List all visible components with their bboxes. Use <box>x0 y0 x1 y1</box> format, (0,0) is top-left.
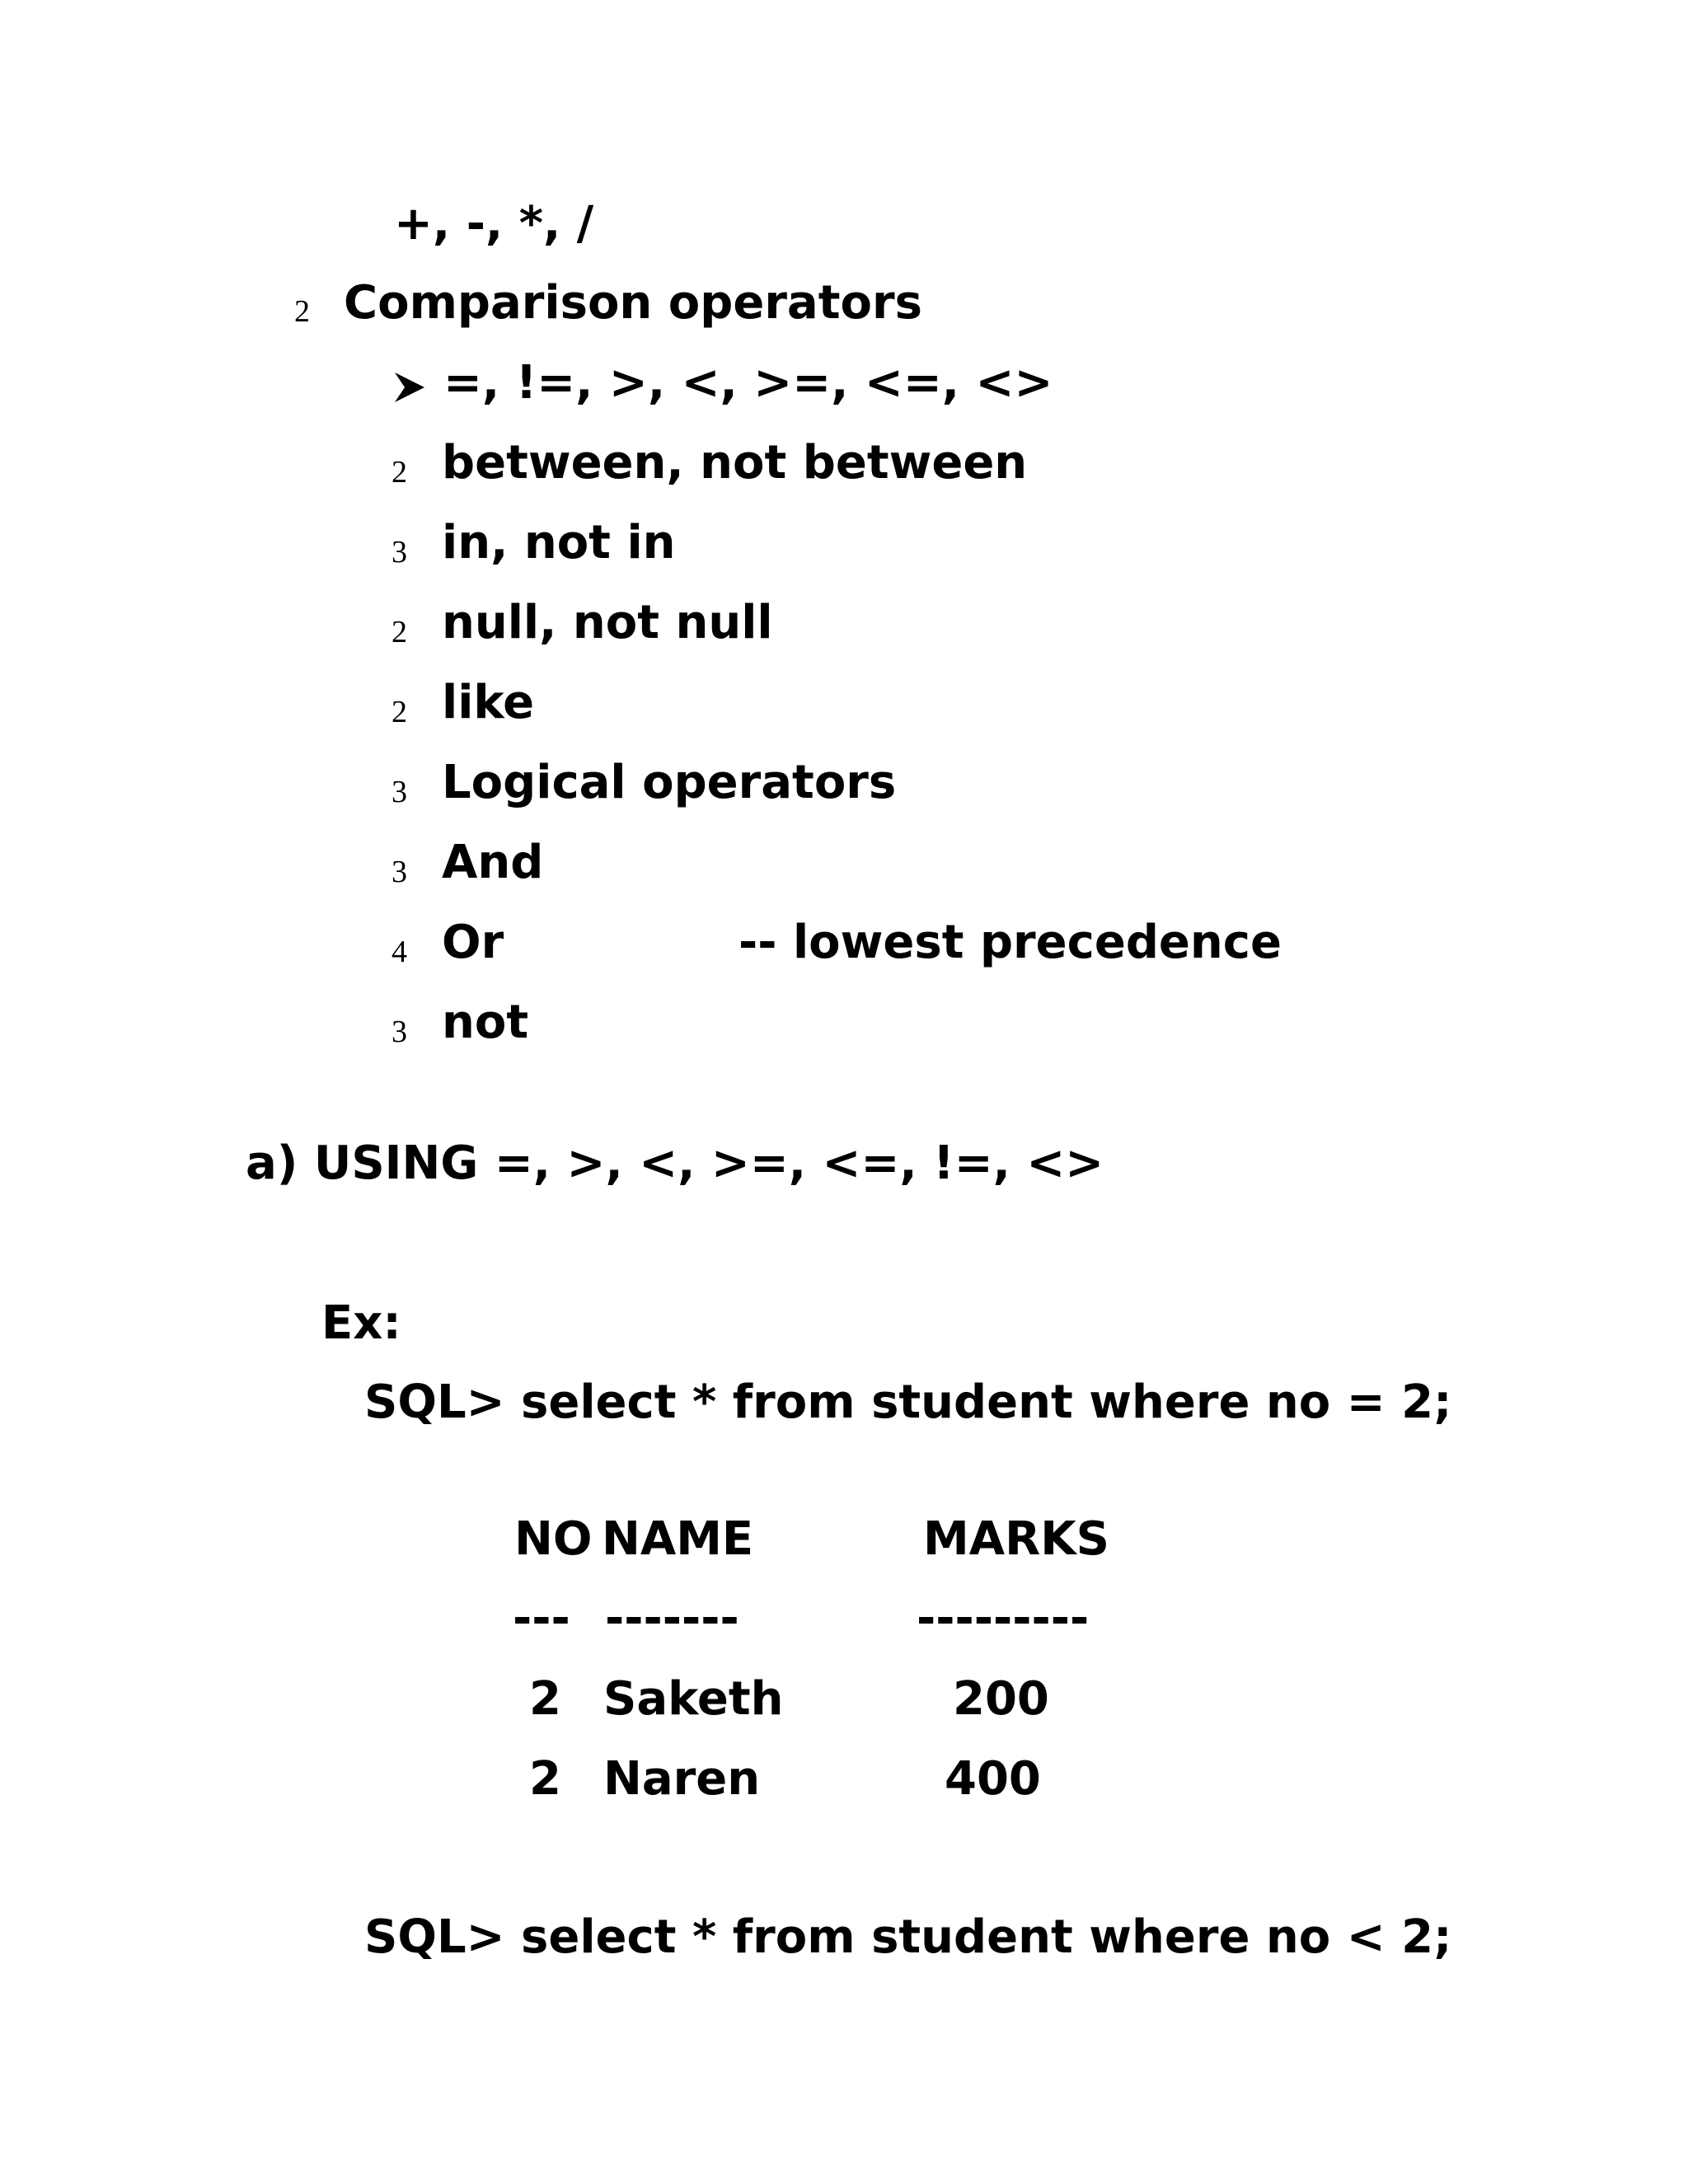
list-item-like: like <box>442 676 535 729</box>
arithmetic-operators-line: +, -, *, / <box>394 197 594 251</box>
list-number: 4 <box>392 935 407 969</box>
example-label: Ex: <box>321 1296 401 1350</box>
table-header-no: NO <box>514 1512 593 1566</box>
list-number: 3 <box>392 535 407 569</box>
list-number: 2 <box>392 695 407 729</box>
list-item-and: And <box>442 836 544 889</box>
table-cell-marks: 400 <box>945 1752 1041 1806</box>
list-item-or: Or <box>442 916 504 969</box>
table-cell-marks: 200 <box>953 1672 1049 1726</box>
table-cell-no: 2 <box>529 1672 561 1726</box>
table-cell-no: 2 <box>529 1752 561 1806</box>
list-number: 2 <box>392 455 407 490</box>
list-number: 3 <box>392 775 407 809</box>
arrow-bullet-icon <box>393 371 426 404</box>
comparison-operators-heading: Comparison operators <box>344 276 922 330</box>
list-number: 3 <box>392 1015 407 1049</box>
table-cell-name: Naren <box>603 1752 761 1806</box>
sql-query-2: SQL> select * from student where no < 2; <box>364 1910 1452 1964</box>
list-item-logical-operators: Logical operators <box>442 756 897 809</box>
section-a-heading: a) USING =, >, <, >=, <=, !=, <> <box>246 1137 1104 1190</box>
list-number: 3 <box>392 855 407 889</box>
list-item-between: between, not between <box>442 436 1028 490</box>
table-separator: --------- <box>917 1591 1090 1645</box>
table-separator: --- <box>513 1591 570 1645</box>
list-item-in: in, not in <box>442 516 676 569</box>
or-precedence-comment: -- lowest precedence <box>738 916 1282 969</box>
list-number: 2 <box>392 615 407 649</box>
comparison-symbols-line: =, !=, >, <, >=, <=, <> <box>443 356 1053 410</box>
list-item-null: null, not null <box>442 596 773 649</box>
table-separator: ------- <box>605 1591 739 1645</box>
sql-query-1: SQL> select * from student where no = 2; <box>364 1376 1452 1429</box>
list-number: 2 <box>294 294 310 329</box>
table-cell-name: Saketh <box>603 1672 784 1726</box>
table-header-marks: MARKS <box>923 1512 1109 1566</box>
list-item-not: not <box>442 996 529 1049</box>
table-header-name: NAME <box>602 1512 754 1566</box>
